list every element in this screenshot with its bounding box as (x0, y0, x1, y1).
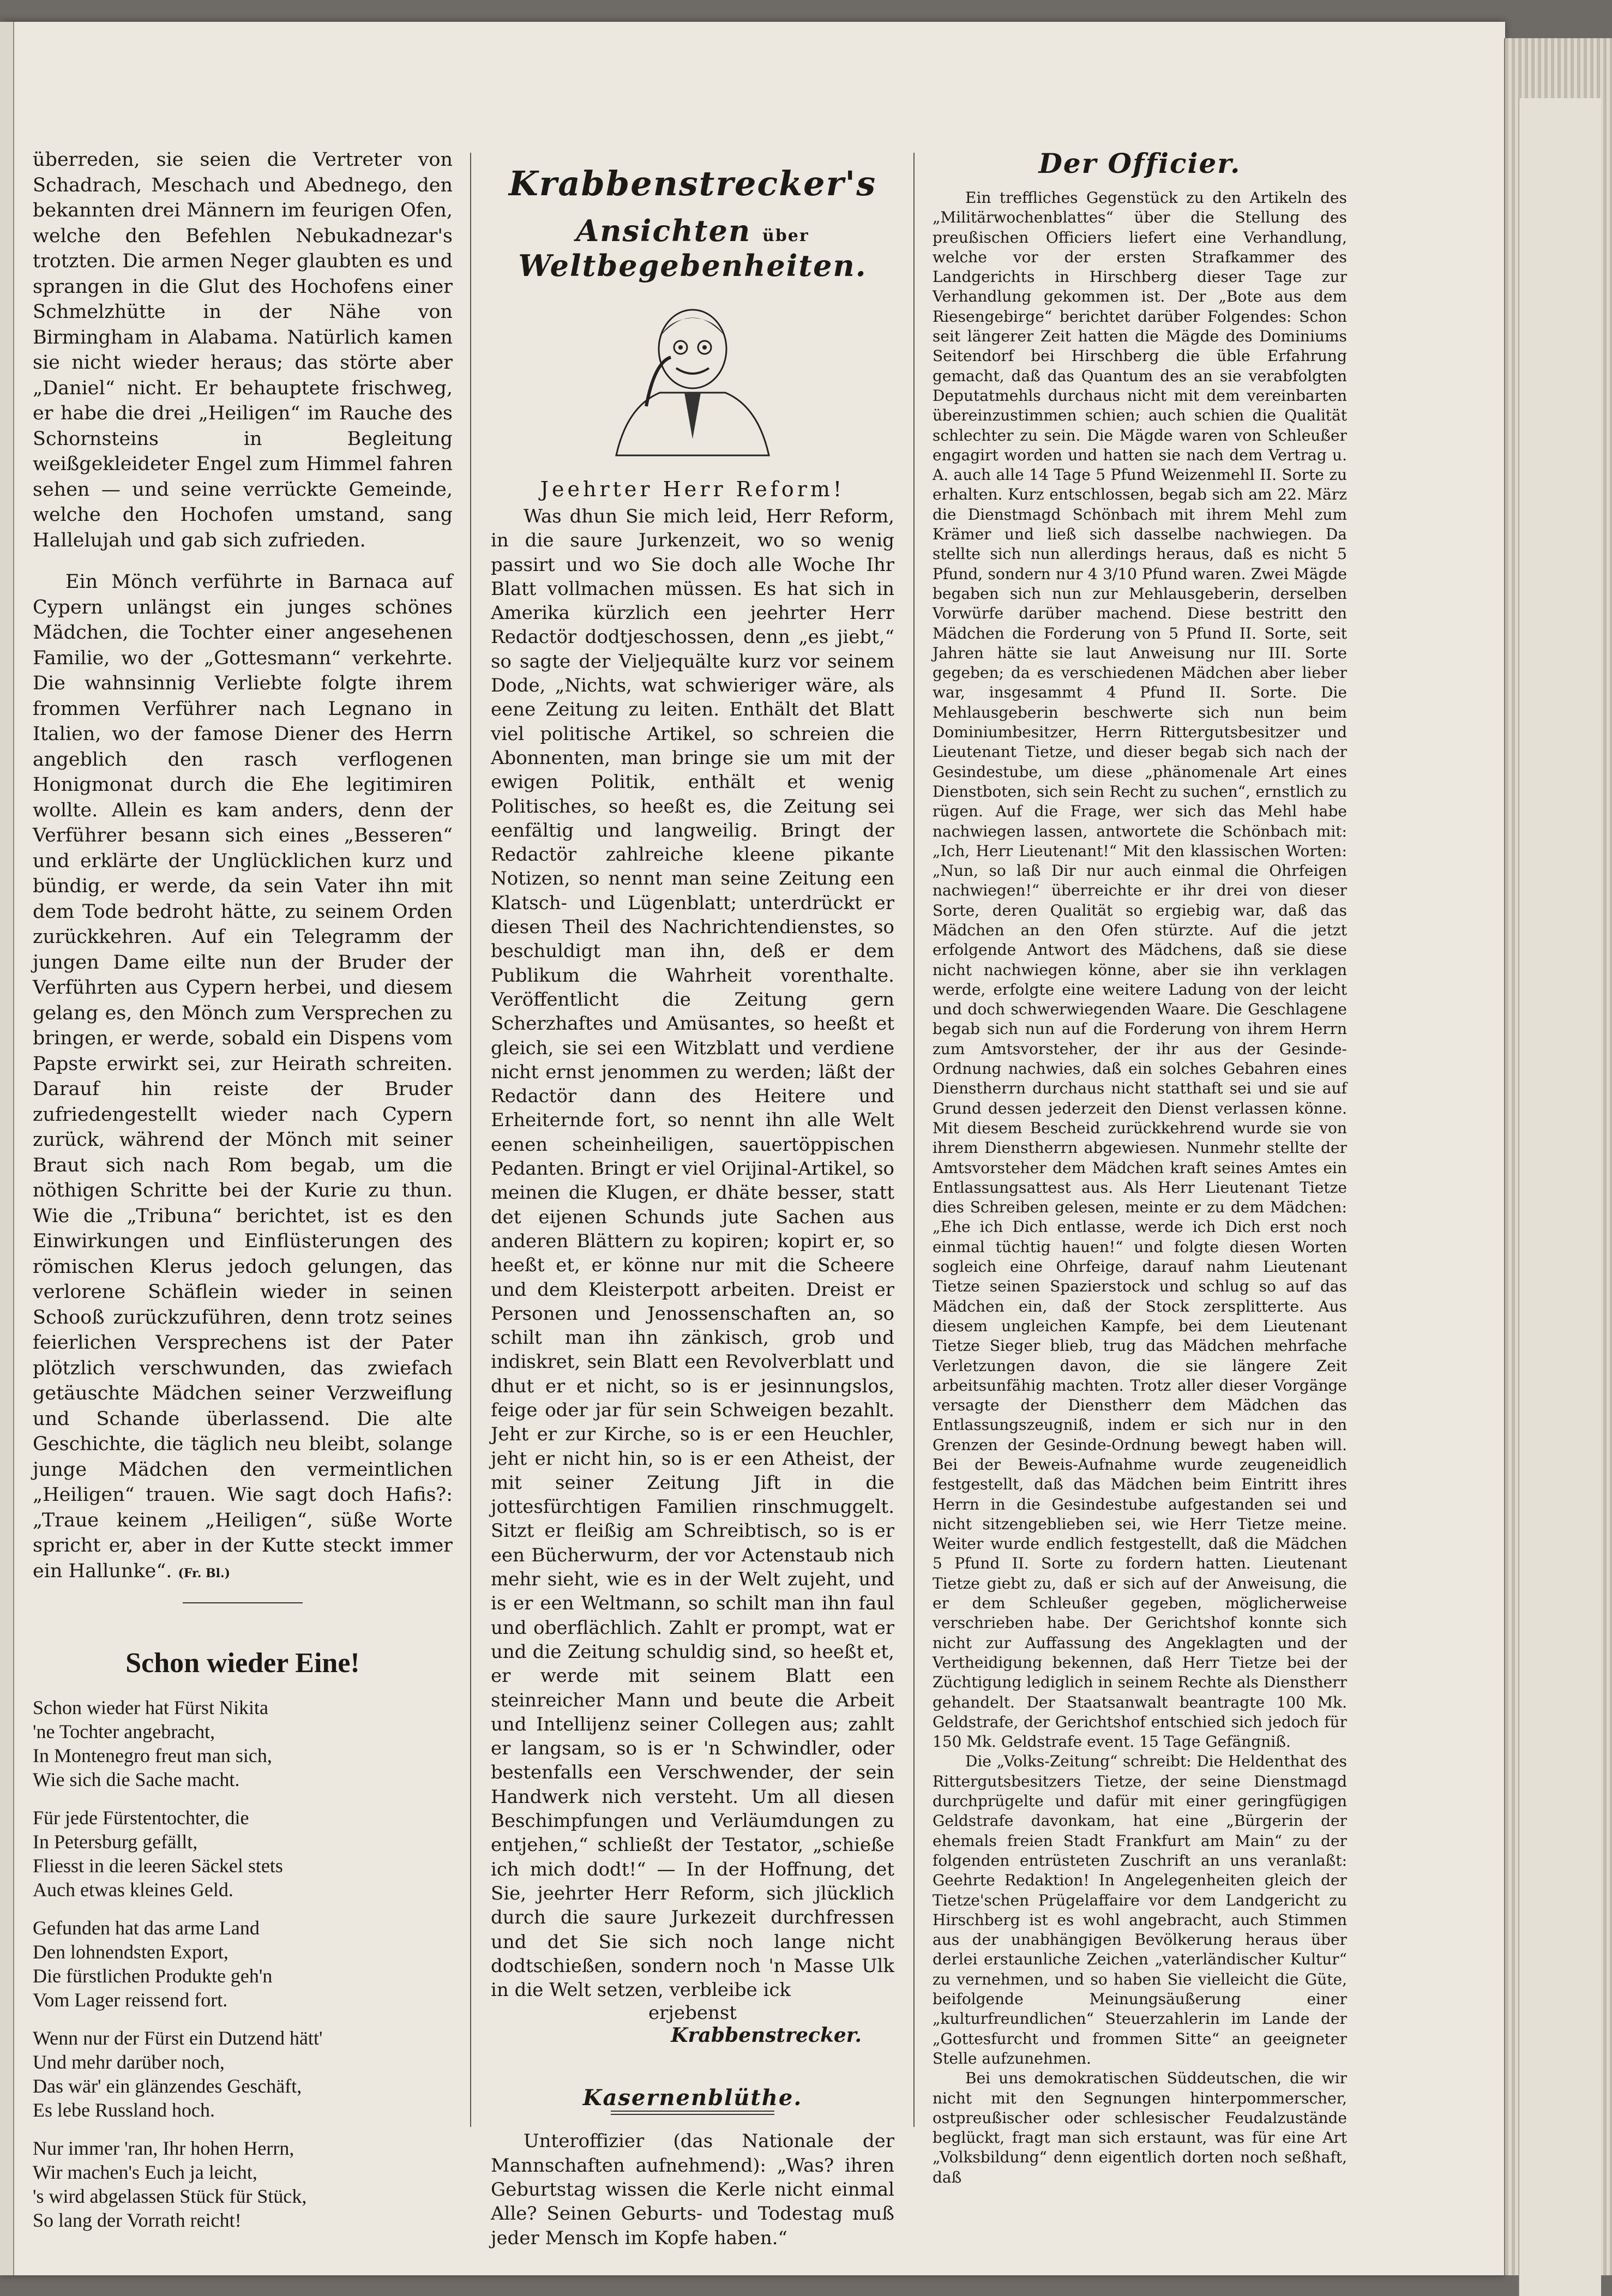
stanza (33, 2136, 453, 2232)
verse-line: 's wird abgelassen Stück für Stück, (33, 2185, 307, 2207)
verse-line: Vom Lager reissend fort. (33, 1989, 228, 2011)
article-paragraph: Bei uns demokratischen Süddeutschen, die wir nicht mit den Segnungen hinterpommerscher, ostpreußischer oder schlesischer Feudalzustände beglückt, fragt man sich erstaunt, was für eine Art „Volksbildung“ denn eigentlich dorten noch seßhaft, daß (933, 2069, 1347, 2186)
article-paragraph: Die „Volks-Zeitung“ schreibt: Die Heldenthat des Rittergutsbesitzers Tietze, der seine Dienstmagd durchprügelte und dafür mit einer geringfügigen Geldstrafe davonkam, hat eine „Bürgerin der ehemals freien Stadt Frankfurt am Main“ zu der folgenden entrüsteten Zuschrift an uns veranlaßt: Geehrte Redaktion! In Angelegenheiten gleich der Tietze'schen Prügelaffaire vor dem Landgericht zu Hirschberg ist es wohl angebracht, auch Stimmen aus der unabhängigen Bevölkerung heraus über derlei erstaunliche Zeichen „vaterländischer Kultur“ zu vernehmen, und so haben Sie vielleicht die Güte, beifolgende Meinungsäußerung einer „kulturfreundlichen“ Steuerzahlerin im Lande der „Gottesfurcht und frommen Sitte“ an geeigneter Stelle aufzunehmen. (933, 1752, 1347, 2067)
verse-line: In Montenegro freut man sich, (33, 1745, 272, 1766)
verse-line: Und mehr darüber noch, (33, 2051, 225, 2073)
verse-line: Auch etwas kleines Geld. (33, 1879, 233, 1901)
verse-line: Für jede Fürstentochter, die (33, 1807, 249, 1829)
column-left (33, 147, 453, 2246)
column-subtitle (491, 213, 894, 283)
column-middle (491, 147, 894, 2250)
verse-line: Wie sich die Sache macht. (33, 1769, 240, 1790)
salutation: Jeehrter Herr Reform! (540, 477, 845, 501)
verse-line: Fliesst in die leeren Säckel stets (33, 1855, 283, 1877)
article-paragraph: überreden, sie seien die Vertreter von Schadrach, Meschach und Abednego, den bekannten drei Männern im feurigen Ofen, welche den Befehlen Nebukadnezar's trotzten. Die armen Neger glaubten es und sprangen in die Glut des Hochofens einer Schmelzhütte in der Nähe von Birmingham in Alabama. Natürlich kamen sie nicht wieder heraus; das störte aber „Daniel“ nicht. Er behauptete frischweg, er habe die drei „Heiligen“ im Rauche des Schornsteins in Begleitung weißgekleideter Engel zum Himmel fahren sehen — und seine verrückte Gemeinde, welche den Hochofen umstand, sang Hallelujah und gab sich zufrieden. (33, 149, 453, 551)
title-rule (611, 2111, 774, 2115)
source-note: (Fr. Bl.) (178, 1566, 231, 1580)
letter-text: Was dhun Sie mich leid, Herr Reform, in die saure Jurkenzeit, wo so wenig passirt und wo Sie doch alle Woche Ihr Blatt vollmachen müssen. Es hat sich in Amerika kürzlich een jeehrter Herr Redactör dodtjeschossen, denn „es jiebt,“ so sagte der Vieljequälte kurz vor seinem Dode, „Nichts, wat schwieriger wäre, als eene Zeitung zu leiten. Enthält det Blatt viel politische Artikel, so schreien die Abonnenten, man bringe sie um mit der ewigen Politik, enthält et wenig Politisches, so heeßt es, die Zeitung sei eenfältig und langweilig. Bringt der Redactör zahlreiche kleene pikante Notizen, so nennt man seine Zeitung een Klatsch- und Lügenblatt; unterdrückt er diesen Theil des Nachrichtendienstes, so beschuldigt man ihn, deß er dem Publikum die Wahrheit vorenthalte. Veröffentlicht die Zeitung gern Scherzhaftes und Amüsantes, so heeßt et gleich, sie sei een Witzblatt und verdiene nicht ernst jenommen zu werden; läßt der Redactör dann des Heitere und Erheiternde fort, so nennt ihn alle Welt eenen scheinheiligen, sauertöppischen Pedanten. Bringt er viel Orijinal-Artikel, so meinen die Klugen, er dhäte besser, statt det eijenen Schunds jute Sachen aus anderen Blättern zu kopiren; kopirt er, so heeßt et, er könne nur mit die Scheere und dem Kleisterpott arbeiten. Dreist er Personen und Jenossenschaften an, so schilt man ihn zänkisch, grob und indiskret, sein Blatt een Revolverblatt und dhut er et nicht, so is er jesinnungslos, feige oder jar für sein Schweigen bezahlt. Jeht er zur Kirche, so is er een Heuchler, jeht er nicht hin, so is er een Atheist, der mit seiner Zeitung Jift in die jottesfürchtigen Familien rinschmuggelt. Sitzt er fleißig am Schreibtisch, so is er een Bücherwurm, der vor Actenstaub nich mehr sieht, wie es in der Welt zujeht, und is er een Weltmann, so schilt man ihn faul und oberflächlich. Zahlt er prompt, wat er und die Zeitung schuldig sind, so heeßt et, er werde mit seinem Blatt een steinreicher Mann und beute die Arbeit und Intellijenz seiner Collegen aus; zahlt er langsam, so is er 'n Schwindler, oder bestenfalls een Verschwender, der sein Handwerk nich versteht. Um all diesen Beschimpfungen und Verläumdungen zu entjehen,“ schließt der Testator, „schieße ich mich dodt!“ — In der Hoffnung, det Sie, jeehrter Herr Reform, sich jlücklich durch die saure Jurkezeit durchfressen und det Sie sich noch lange nicht dodtschießen, sondern noch 'n Masse Ulk in die Welt setzen, verbleibe ick (491, 506, 894, 2002)
poem-title: Schon wieder Eine! (125, 1648, 360, 1679)
subtitle-part: Ansichten (576, 213, 751, 248)
verse-line: Den lohnendsten Export, (33, 1941, 228, 1963)
article-title: Der Officier. (1038, 147, 1241, 179)
stanza (33, 2026, 453, 2122)
stanza (33, 1806, 453, 1902)
article-paragraph: Ein treffliches Gegenstück zu den Artikeln des „Militärwochenblattes“ über die Stellung des preußischen Officiers liefert eine Verhandlung, welche vor der ersten Strafkammer des Landgerichts in Hirschberg dieser Tage zur Verhandlung gekommen ist. Der „Bote aus dem Riesengebirge“ berichtet darüber Folgendes: Schon seit längerer Zeit hatten die Mägde des Dominiums Seitendorf bei Hirschberg die üble Erfahrung gemacht, daß das Quantum des an sie verabfolgten Deputatmehls durchaus nicht mit dem vereinbarten übereinzustimmen schien; auch schien die Qualität schlechter zu sein. Die Mägde waren von Schleußer engagirt worden und hatten sie nach dem Vertrag u. A. auch alle 14 Tage 5 Pfund Weizenmehl II. Sorte zu erhalten. Kurz entschlossen, begab sich am 22. März die Dienstmagd Schönbach mit ihrem Mehl zum Krämer und ließ sich dasselbe nachwiegen. Da stellte sich nun allerdings heraus, daß es nicht 5 Pfund, sondern nur 4 3/10 Pfund waren. Zwei Mägde begaben sich nun zur Mehlausgeberin, derselben Vorwürfe darüber machend. Diese bestritt den Mädchen die Forderung von 5 Pfund II. Sorte, seit Jahren hätte sie laut Anweisung nur III. Sorte gegeben; da es verschiedenen Mädchen aber lieber war, insgesammt 4 Pfund II. Sorte. Die Mehlausgeberin beschwerte sich nun beim Dominiumbesitzer, Herrn Rittergutsbesitzer und Lieutenant Tietze, und dieser begab sich nach der Gesindestube, um diese „phänomenale Art eines Dienstboten, sich sein Recht zu suchen“, ernstlich zu rügen. Auf die Frage, wer sich das Mehl habe nachwiegen lassen, antwortete die Schönbach mit: „Ich, Herr Lieutenant!“ Mit den klassischen Worten: „Nun, so laß Dir nur auch einmal die Ohrfeigen nachwiegen!“ überreichte er ihr drei von dieser Sorte, deren Qualität so ergiebig war, daß das Mädchen an den Ofen stürzte. Auf die jetzt erfolgende Antwort des Mädchens, daß sie diese nicht nachwiegen könne, aber sie ihn verklagen werde, erfolgte eine weitere Ladung von der leicht und doch schwerwiegenden Waare. Die Geschlagene begab sich nun auf die Forderung von ihrem Herrn zum Amtsvorsteher, der ihr aus der Gesinde-Ordnung nachwies, daß ein solches Gebahren eines Dienstherrn durchaus nicht statthaft sei und sie auf Grund dessen jederzeit den Dienst verlassen könne. Mit diesem Bescheid zurückkehrend wurde sie von ihrem Dienstherrn abgewiesen. Nunmehr stellte der Amtsvorsteher dem Mädchen kraft seines Amtes ein Entlassungsattest aus. Als Herr Lieutenant Tietze dies Schreiben gelesen, meinte er zu dem Mädchen: „Ehe ich Dich entlasse, werde ich Dich erst noch einmal tüchtig hauen!“ und folgte diesen Worten sogleich eine Ohrfeige, darauf nahm Lieutenant Tietze seinen Spazierstock und schlug so auf das Mädchen ein, daß der Stock zersplitterte. Aus diesem ungleichen Kampfe, bei dem Lieutenant Tietze Sieger blieb, trug das Mädchen mehrfache Verletzungen davon, die sie längere Zeit arbeitsunfähig machten. Trotz aller dieser Vorgänge versagte der Dienstherr dem Mädchen das Entlassungszeugniß, indem er sich nur in den Grenzen der Gesinde-Ordnung bewegt haben will. Bei der Beweis-Aufnahme wurde zeugeneidlich festgestellt, daß das Mädchen beim Eintritt ihres Herrn in die Gesindestube aufgestanden sei und nicht sitzengeblieben sei, wie Herr Tietze meine. Weiter wurde endlich festgestellt, daß die Mädchen 5 Pfund II. Sorte zu fordern hatten. Lieutenant Tietze giebt zu, daß er sich auf der Anweisung, die er dem Schleußer gegeben, möglicherweise verschrieben habe. Der Gerichtshof konnte sich nicht zur Auffassung des Angeklagten und der Vertheidigung bekennen, daß Herr Tietze bei der Züchtigung lediglich in seinem Rechte als Dienstherr gehandelt. Der Staatsanwalt beantragte 100 Mk. Geldstrafe, der Gerichtshof entschied sich jedoch für 150 Mk. Geldstrafe event. 15 Tage Gefängniß. (933, 189, 1347, 1751)
stanza (33, 1916, 453, 2012)
verse-line: Nur immer 'ran, Ihr hohen Herrn, (33, 2137, 294, 2159)
subtitle-part: über (762, 226, 809, 245)
caricature-illustration (594, 297, 791, 461)
verse-line: Die fürstlichen Produkte geh'n (33, 1965, 273, 1987)
book-edge-inner (1519, 98, 1601, 2296)
anecdote-text: Unteroffizier (das Nationale der Mannschaften aufnehmend): „Was? ihren Geburtstag wissen die Kerle nicht einmal Alle? Seinen Geburts- und Todestag muß jeder Mensch im Kopfe haben.“ (491, 2130, 894, 2249)
stanza (33, 1696, 453, 1792)
column-rule (913, 153, 915, 2127)
verse-line: Es lebe Russland hoch. (33, 2099, 215, 2121)
verse-line: Schon wieder hat Fürst Nikita (33, 1697, 268, 1718)
column-rule (470, 153, 471, 2127)
verse-line: Wenn nur der Fürst ein Dutzend hätt' (33, 2027, 323, 2049)
poem (33, 1696, 453, 2232)
verse-line: So lang der Vorrath reicht! (33, 2209, 242, 2231)
article-text: Ein Mönch verführte in Barnaca auf Cypern unlängst ein junges schönes Mädchen, die Tochter einer angesehenen Familie, wo der „Gottesmann“ verkehrte. Die wahnsinnig Verliebte folgte ihrem frommen Verführer nach Legnano in Italien, wo der famose Diener des Herrn angeblich den rasch verflogenen Honigmonat durch die Ehe legitimiren wollte. Allein es kam anders, denn der Verführer besann sich eines „Besseren“ und erklärte der Unglücklichen kurz und bündig, er werde, da sein Vater ihn mit dem Tode bedroht hätte, zu seinem Orden zurückkehren. Auf ein Telegramm der jungen Dame eilte nun der Bruder der Verführten aus Cypern herbei, und diesem gelang es, den Mönch zum Versprechen zu bringen, er werde, sobald ein Dispens vom Papste erwirkt sei, zur Heirath schreiten. Darauf hin reiste der Bruder zufriedengestellt wieder nach Cypern zurück, während der Mönch mit seiner Braut sich nach Rom begab, um die nöthigen Schritte bei der Kurie zu thun. Wie die „Tribuna“ berichtet, ist es den Einwirkungen und Einflüsterungen des römischen Klerus jedoch gelungen, das verlorene Schäflein wieder in seinen Schooß zurückzuführen, denn trotz seines feierlichen Versprechens ist der Pater plötzlich verschwunden, das zwiefach getäuschte Mädchen seiner Verzweiflung und Schande überlassend. Die alte Geschichte, die täglich neu bleibt, solange junge Mädchen den vermeintlichen „Heiligen“ trauen. Wie sagt doch Hafis?: „Traue keinem „Heiligen“, süße Worte spricht er, aber in der Kutte steckt immer ein Hallunke“. (33, 571, 453, 1582)
verse-line: Wir machen's Euch ja leicht, (33, 2161, 257, 2183)
verse-line: In Petersburg gefällt, (33, 1831, 198, 1853)
column-right (933, 147, 1347, 2187)
verse-line: 'ne Tochter angebracht, (33, 1721, 215, 1742)
signature: Krabbenstrecker. (671, 2024, 862, 2047)
divider (183, 1602, 303, 1603)
verse-line: Das wär' ein glänzendes Geschäft, (33, 2075, 302, 2097)
column-title: Krabbenstrecker's (508, 164, 877, 203)
verse-line: Gefunden hat das arme Land (33, 1917, 260, 1939)
previous-page-edge (0, 22, 14, 2275)
article-paragraph (33, 569, 453, 1586)
closing: erjebenst (648, 2002, 737, 2024)
section-title: Kasernenblüthe. (582, 2085, 803, 2111)
subtitle-part: Weltbegebenheiten. (518, 248, 867, 283)
book-edge (1504, 38, 1612, 2275)
